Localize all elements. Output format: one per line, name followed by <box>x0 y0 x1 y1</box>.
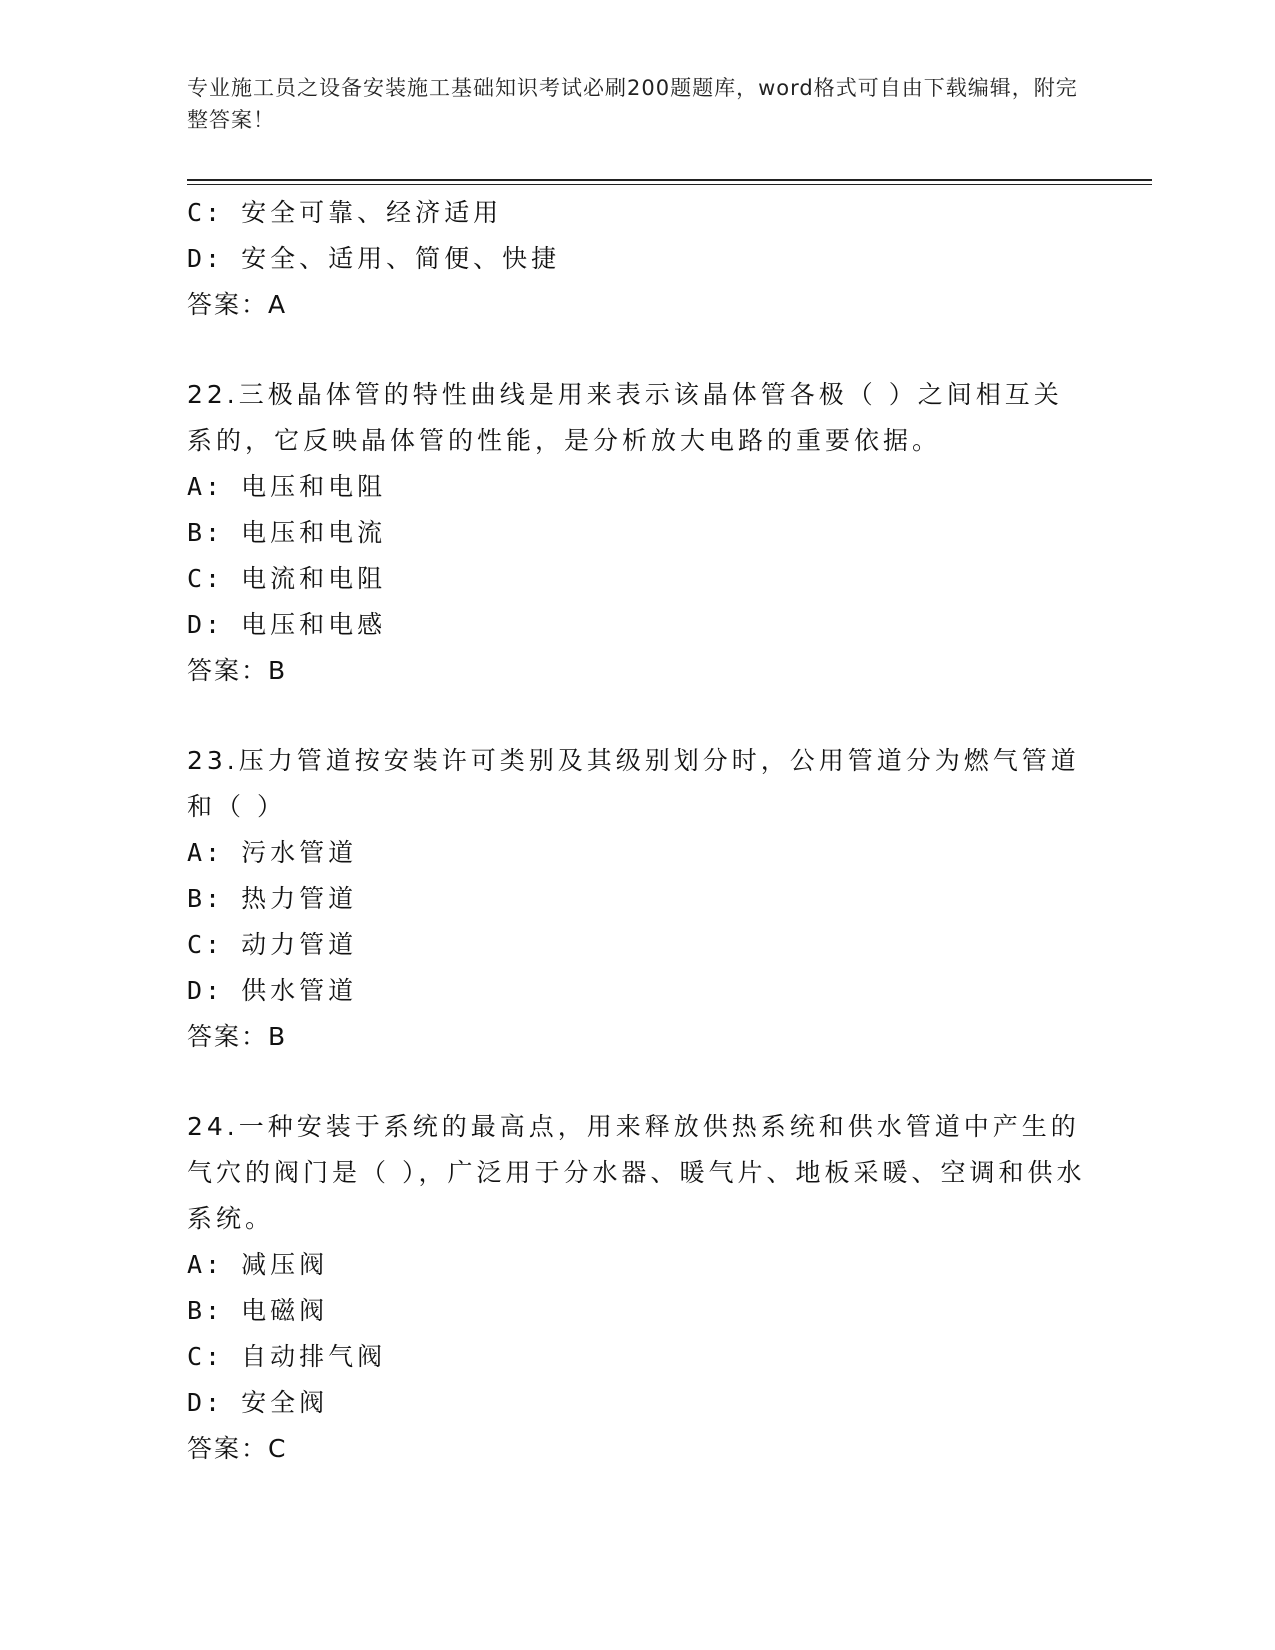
option-text: 电压和电感 <box>241 610 387 639</box>
document-body <box>187 190 1087 1472</box>
option-a <box>187 1242 1087 1288</box>
option-text: 动力管道 <box>241 930 358 959</box>
option-text: 电压和电阻 <box>241 472 387 501</box>
option-letter: A: <box>187 1250 224 1279</box>
question-24 <box>187 1104 1087 1472</box>
option-letter: B: <box>187 884 224 913</box>
option-text: 减压阀 <box>241 1250 329 1279</box>
answer: 答案：B <box>187 656 288 685</box>
option-text: 电流和电阻 <box>241 564 387 593</box>
header-rule-thick <box>187 179 1152 181</box>
option-text: 电压和电流 <box>241 518 387 547</box>
answer: 答案：C <box>187 1434 288 1463</box>
option-c <box>187 922 1087 968</box>
option-letter: C: <box>187 564 224 593</box>
question-22 <box>187 372 1087 694</box>
option-letter: B: <box>187 518 224 547</box>
question-23 <box>187 738 1087 1060</box>
option-letter: D: <box>187 244 224 273</box>
answer: 答案：A <box>187 290 288 319</box>
option-letter: D: <box>187 610 224 639</box>
option-text: 安全阀 <box>241 1388 329 1417</box>
option-c <box>187 1334 1087 1380</box>
option-b <box>187 876 1087 922</box>
option-text: 自动排气阀 <box>241 1342 387 1371</box>
option-letter: D: <box>187 1388 224 1417</box>
option-letter: D: <box>187 976 224 1005</box>
option-d <box>187 236 1087 282</box>
option-letter: A: <box>187 472 224 501</box>
option-text: 安全、适用、简便、快捷 <box>241 244 561 273</box>
option-text: 供水管道 <box>241 976 358 1005</box>
header-rule-thin <box>187 184 1152 185</box>
continued-question <box>187 190 1087 328</box>
question-stem: 22.三极晶体管的特性曲线是用来表示该晶体管各极（ ）之间相互关系的，它反映晶体管的性能，是分析放大电路的重要依据。 <box>187 380 1063 455</box>
option-letter: B: <box>187 1296 224 1325</box>
question-stem: 23.压力管道按安装许可类别及其级别划分时，公用管道分为燃气管道和（ ） <box>187 746 1080 821</box>
option-d <box>187 602 1087 648</box>
option-letter: C: <box>187 1342 224 1371</box>
option-text: 污水管道 <box>241 838 358 867</box>
document-header: 专业施工员之设备安装施工基础知识考试必刷200题题库，word格式可自由下载编辑，附完整答案！ <box>187 76 1078 132</box>
answer: 答案：B <box>187 1022 288 1051</box>
option-text: 安全可靠、经济适用 <box>241 198 503 227</box>
question-stem: 24.一种安装于系统的最高点，用来释放供热系统和供水管道中产生的气穴的阀门是（ ），广泛用于分水器、暖气片、地板采暖、空调和供水系统。 <box>187 1112 1086 1233</box>
option-text: 热力管道 <box>241 884 358 913</box>
option-c <box>187 556 1087 602</box>
option-d <box>187 1380 1087 1426</box>
option-text: 电磁阀 <box>241 1296 329 1325</box>
option-a <box>187 830 1087 876</box>
option-b <box>187 1288 1087 1334</box>
option-letter: A: <box>187 838 224 867</box>
option-b <box>187 510 1087 556</box>
option-c <box>187 190 1087 236</box>
option-letter: C: <box>187 198 224 227</box>
option-letter: C: <box>187 930 224 959</box>
option-d <box>187 968 1087 1014</box>
option-a <box>187 464 1087 510</box>
